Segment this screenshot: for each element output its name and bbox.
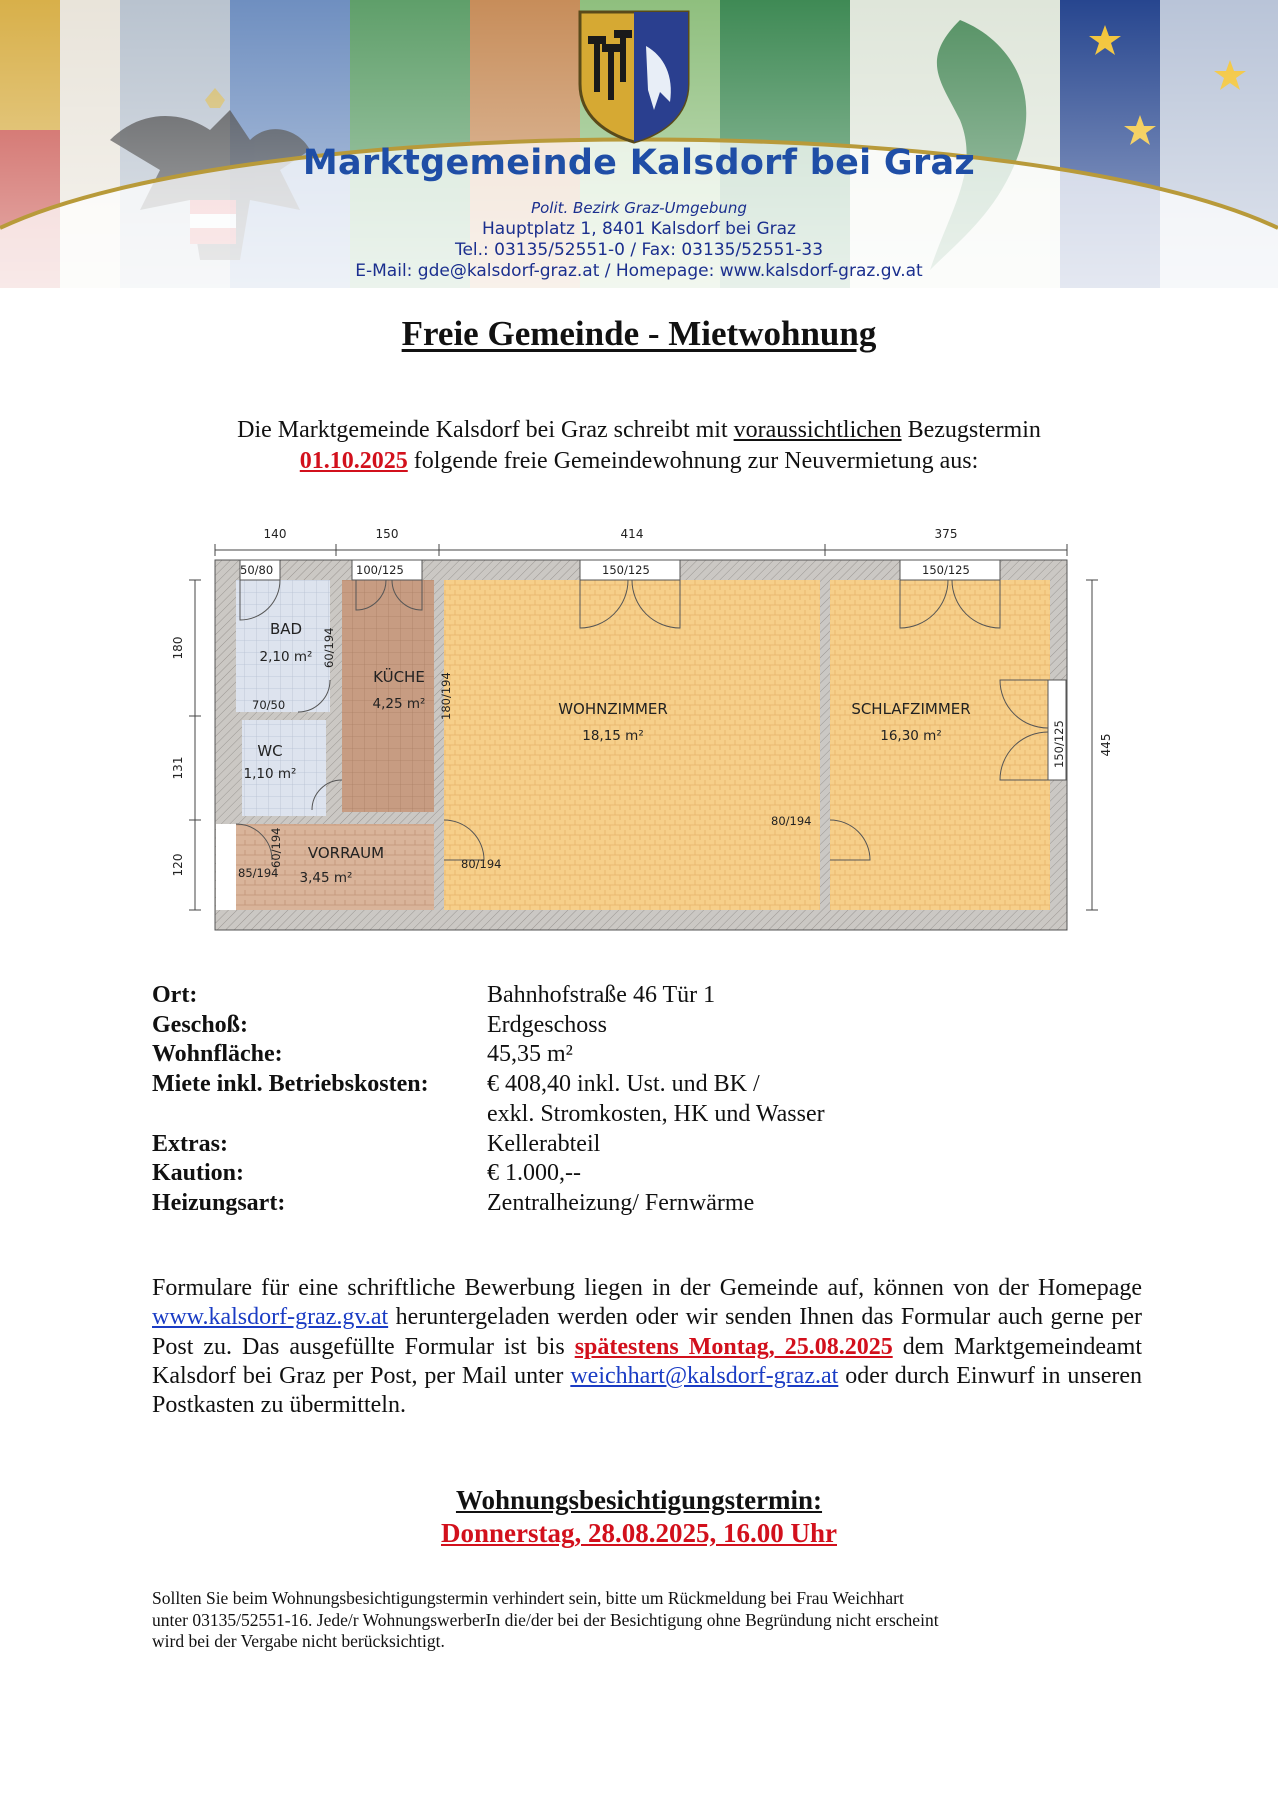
detail-row: [152, 1011, 1132, 1041]
detail-value: exkl. Stromkosten, HK und Wasser: [487, 1100, 825, 1127]
intro-underlined-word: voraussichtlichen: [733, 417, 902, 443]
application-text: oder durch Einwurf in unseren Postkasten zu übermitteln.: [152, 1362, 1142, 1419]
detail-value: € 1.000,--: [487, 1160, 581, 1187]
dim-right: 445: [1099, 733, 1113, 757]
label-bad-door: 60/194: [322, 627, 336, 668]
email-link[interactable]: weichhart@kalsdorf-graz.at: [570, 1362, 839, 1389]
district-line: Polit. Bezirk Graz-Umgebung: [531, 199, 747, 217]
room-name-bad: BAD: [269, 620, 303, 638]
apartment-details: [152, 981, 1132, 1219]
detail-value: € 408,40 inkl. Ust. und BK /: [487, 1071, 760, 1098]
detail-value: Bahnhofstraße 46 Tür 1: [487, 982, 716, 1008]
dim-top-3: 414: [620, 527, 644, 541]
room-area-bad: 2,10 m²: [259, 649, 313, 665]
dim-left-1: 180: [171, 636, 185, 660]
contact-line: E-Mail: gde@kalsdorf-graz.at / Homepage: www.kalsdorf-graz.gv.at: [355, 261, 923, 281]
detail-label: [152, 1100, 487, 1130]
room-area-wc: 1,10 m²: [243, 766, 297, 782]
label-bad-window: 50/80: [240, 563, 274, 577]
detail-label: Geschoß:: [152, 1011, 248, 1038]
application-text: Formulare für eine schriftliche Bewerbung liegen in der Gemeinde auf, können von der Homepage: [152, 1275, 1142, 1301]
viewing-date: Donnerstag, 28.08.2025, 16.00 Uhr: [441, 1518, 837, 1548]
detail-row: [152, 1189, 1132, 1219]
footnote: [152, 1588, 1142, 1653]
detail-row: [152, 1159, 1132, 1189]
detail-label: Kaution:: [152, 1160, 245, 1187]
detail-row: [152, 1070, 1132, 1100]
room-name-wohnzimmer: WOHNZIMMER: [558, 700, 668, 718]
label-wohnzimmer-window: 150/125: [602, 563, 650, 577]
municipality-name: Marktgemeinde Kalsdorf bei Graz: [302, 143, 976, 183]
room-area-wohnzimmer: 18,15 m²: [582, 728, 644, 744]
label-kueche-door: 180/194: [439, 672, 453, 720]
label-schlafzimmer-door: 80/194: [771, 814, 812, 828]
document-title: Freie Gemeinde - Mietwohnung: [401, 314, 877, 353]
address-line: Hauptplatz 1, 8401 Kalsdorf bei Graz: [482, 219, 796, 239]
detail-value: Erdgeschoss: [487, 1011, 607, 1038]
detail-value: Kellerabteil: [487, 1130, 601, 1157]
detail-row: [152, 1100, 1132, 1130]
room-name-wc: WC: [257, 742, 283, 760]
floor-plan: [160, 520, 1120, 940]
dim-top-2: 150: [375, 527, 399, 541]
application-text: heruntergeladen werden oder wir senden Ihnen das Formular auch gerne per Post zu. Das ausgefüllte Formular ist bis: [152, 1304, 1142, 1360]
homepage-link[interactable]: www.kalsdorf-graz.gv.at: [152, 1304, 389, 1331]
label-wohnzimmer-door: 80/194: [461, 857, 502, 871]
viewing-label: Wohnungsbesichtigungstermin:: [455, 1485, 823, 1515]
label-wc-door: 60/194: [269, 827, 283, 868]
label-schlafzimmer-window: 150/125: [922, 563, 970, 577]
room-bad: [236, 580, 330, 712]
label-kueche-window: 100/125: [356, 563, 404, 577]
application-deadline: spätestens Montag, 25.08.2025: [574, 1333, 893, 1360]
move-in-date: 01.10.2025: [299, 448, 408, 474]
application-text: dem Marktgemeindeamt Kalsdorf bei Graz per Post, per Mail unter: [152, 1333, 1142, 1389]
detail-label: Miete inkl. Betriebskosten:: [152, 1071, 429, 1098]
dim-top-1: 140: [263, 527, 287, 541]
municipal-crest: [574, 6, 694, 146]
footnote-line: unter 03135/52551-16. Jede/r WohnungswerberIn die/der bei der Besichtigung ohne Begründung nicht erscheint: [152, 1609, 939, 1630]
dim-left-2: 131: [171, 756, 185, 780]
application-paragraph: [152, 1274, 1142, 1420]
room-area-vorraum: 3,45 m²: [299, 870, 353, 886]
detail-row: [152, 1040, 1132, 1070]
letterhead: [0, 0, 1278, 288]
label-entrance-door: 85/194: [238, 866, 279, 880]
room-area-kueche: 4,25 m²: [372, 696, 426, 712]
intro-paragraph: [150, 415, 1128, 477]
detail-label: Wohnfläche:: [152, 1041, 283, 1068]
intro-text: Die Marktgemeinde Kalsdorf bei Graz schreibt mit: [237, 417, 734, 443]
detail-label: Heizungsart:: [152, 1189, 286, 1216]
detail-row: [152, 981, 1132, 1011]
detail-value: 45,35 m²: [487, 1041, 573, 1068]
detail-value: Zentralheizung/ Fernwärme: [487, 1189, 755, 1216]
room-name-kueche: KÜCHE: [373, 668, 425, 686]
detail-label: Extras:: [152, 1130, 228, 1157]
phone-fax-line: Tel.: 03135/52551-0 / Fax: 03135/52551-33: [454, 240, 824, 260]
footnote-line: wird bei der Vergabe nicht berücksichtigt.: [152, 1631, 445, 1651]
detail-label: Ort:: [152, 982, 198, 1008]
room-name-schlafzimmer: SCHLAFZIMMER: [851, 700, 971, 718]
room-area-schlafzimmer: 16,30 m²: [880, 728, 942, 744]
dim-left-3: 120: [171, 853, 185, 877]
footnote-line: Sollten Sie beim Wohnungsbesichtigungstermin verhindert sein, bitte um Rückmeldung bei Frau Weichhart: [152, 1588, 904, 1608]
intro-text: folgende freie Gemeindewohnung zur Neuvermietung aus:: [407, 448, 979, 474]
room-name-vorraum: VORRAUM: [307, 844, 385, 862]
dim-top-4: 375: [934, 527, 958, 541]
intro-text: Bezugstermin: [901, 417, 1041, 443]
label-schlafzimmer-side-window: 150/125: [1052, 720, 1066, 768]
entrance-opening: [216, 824, 236, 910]
detail-row: [152, 1130, 1132, 1160]
label-wc-window: 70/50: [252, 698, 286, 712]
